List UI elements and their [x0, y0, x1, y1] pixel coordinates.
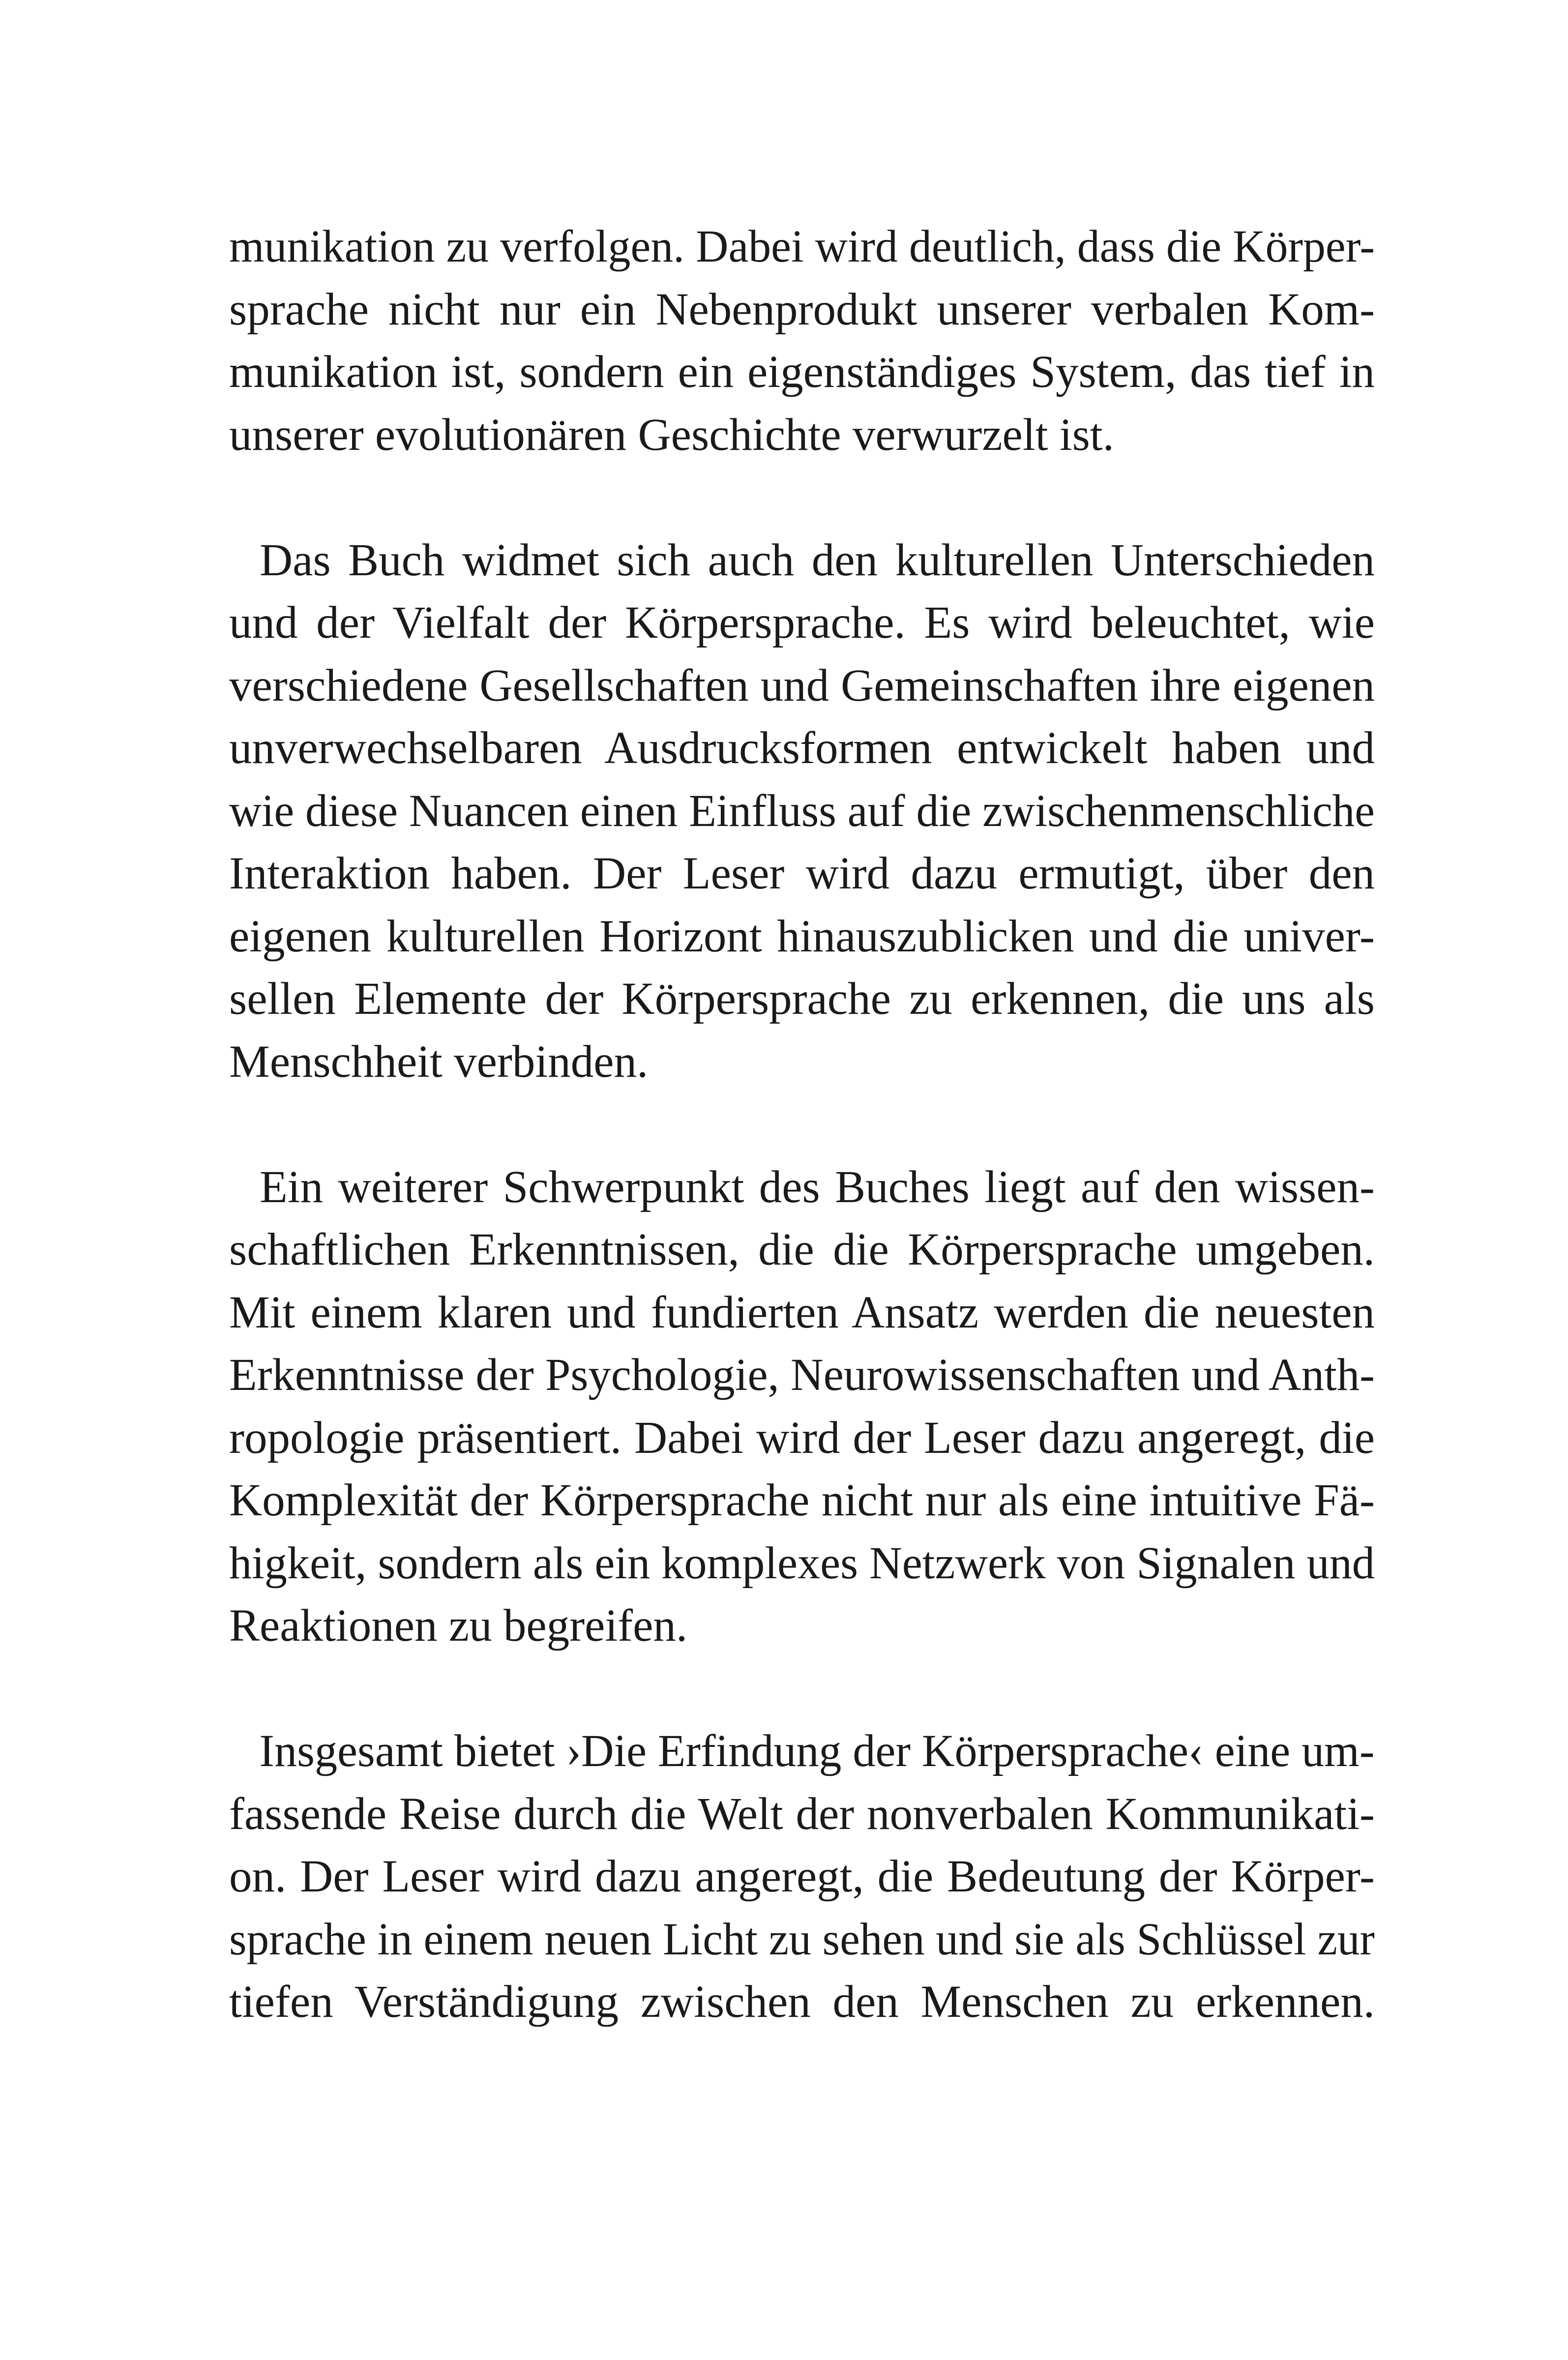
text-line: Mit einem klaren und fundierten Ansatz werden die neuesten: [229, 1287, 1375, 1338]
text-line: Das Buch widmet sich auch den kulturellen Unterschieden: [260, 534, 1375, 586]
text-line: schaftlichen Erkenntnissen, die die Körpersprache umgeben.: [229, 1224, 1375, 1275]
text-line: unserer evolutionären Geschichte verwurzelt ist.: [229, 409, 1114, 460]
body-text: [229, 215, 1375, 2034]
paragraph-4: [229, 1720, 1375, 2034]
text-line: Interaktion haben. Der Leser wird dazu ermutigt, über den: [229, 848, 1375, 899]
paragraph-3: [229, 1156, 1375, 1657]
paragraph-1: [229, 215, 1375, 466]
text-line: higkeit, sondern als ein komplexes Netzwerk von Signalen und: [229, 1537, 1375, 1589]
text-line: Menschheit verbinden.: [229, 1036, 649, 1087]
text-line: Komplexität der Körpersprache nicht nur als eine intuitive Fä-: [229, 1475, 1375, 1526]
text-line: tiefen Verständigung zwischen den Menschen zu erkennen.: [229, 1976, 1375, 2027]
text-line: Reaktionen zu begreifen.: [229, 1600, 688, 1651]
text-line: ropologie präsentiert. Dabei wird der Leser dazu angeregt, die: [229, 1412, 1375, 1463]
text-line: on. Der Leser wird dazu angeregt, die Bedeutung der Körper-: [229, 1851, 1375, 1902]
text-line: eigenen kulturellen Horizont hinauszublicken und die univer-: [229, 911, 1375, 962]
text-line: sprache in einem neuen Licht zu sehen und sie als Schlüssel zur: [229, 1914, 1375, 1965]
text-line: Insgesamt bietet ›Die Erfindung der Körpersprache‹ eine um-: [259, 1726, 1375, 1776]
text-line: fassende Reise durch die Welt der nonverbalen Kommunikati-: [229, 1788, 1375, 1839]
paragraph-2: [229, 529, 1375, 1093]
text-line: verschiedene Gesellschaften und Gemeinschaften ihre eigenen: [229, 660, 1375, 711]
text-line: munikation ist, sondern ein eigenständiges System, das tief in: [229, 347, 1375, 397]
text-line: wie diese Nuancen einen Einfluss auf die zwischenmenschliche: [229, 785, 1375, 836]
text-line: munikation zu verfolgen. Dabei wird deutlich, dass die Körper-: [229, 221, 1375, 272]
text-line: Erkenntnisse der Psychologie, Neurowissenschaften und Anth-: [229, 1350, 1375, 1400]
text-line: sprache nicht nur ein Nebenprodukt unserer verbalen Kom-: [229, 284, 1375, 335]
text-line: Ein weiterer Schwerpunkt des Buches liegt auf den wissen-: [260, 1161, 1375, 1212]
text-line: und der Vielfalt der Körpersprache. Es wird beleuchtet, wie: [229, 597, 1375, 648]
text-line: sellen Elemente der Körpersprache zu erkennen, die uns als: [229, 974, 1375, 1024]
text-line: unverwechselbaren Ausdrucksformen entwickelt haben und: [229, 723, 1375, 773]
